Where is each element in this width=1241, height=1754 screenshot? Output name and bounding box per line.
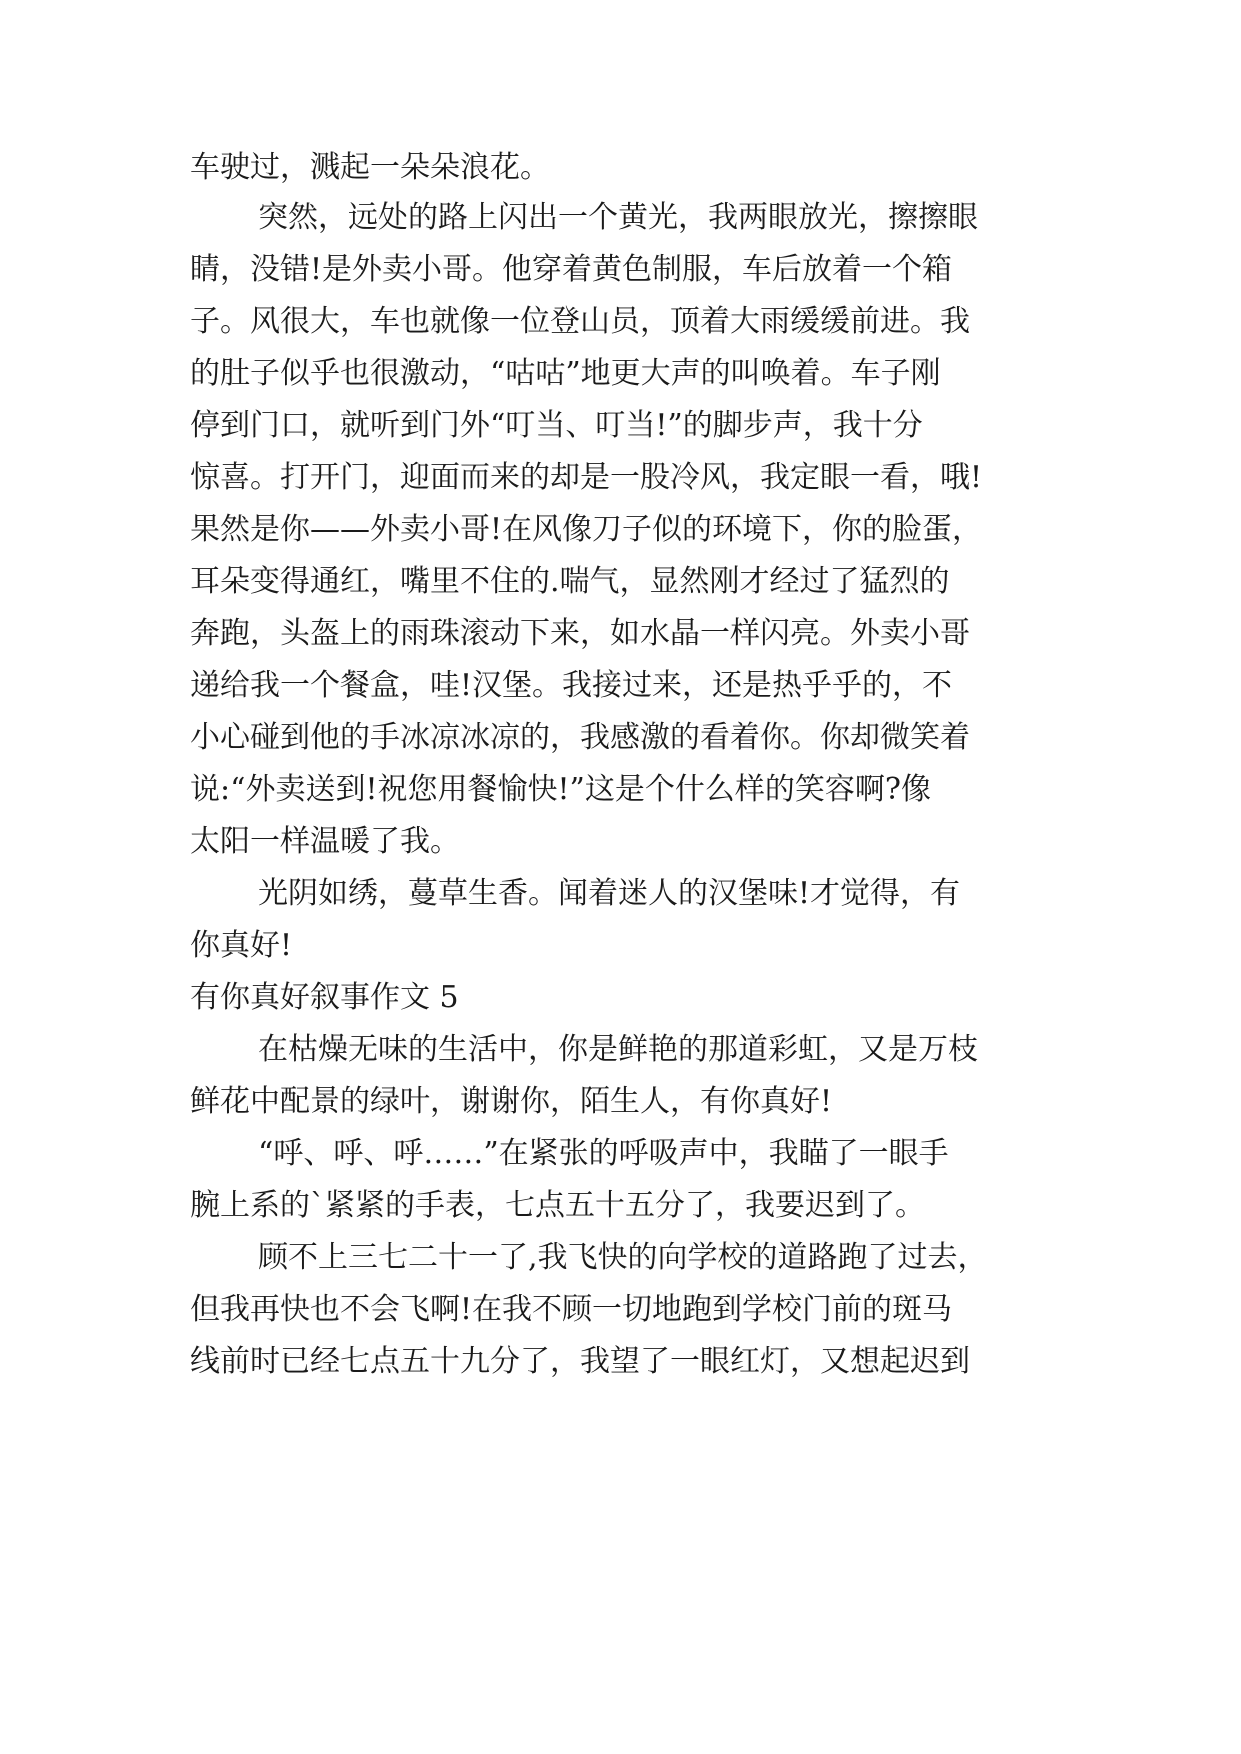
paragraph-first-line: 顾不上三七二十一了,我飞快的向学校的道路跑了过去， — [258, 1240, 988, 1275]
paragraph-first-line: 突然，远处的路上闪出一个黄光，我两眼放光，擦擦眼 — [258, 200, 978, 235]
text-line: 腕上系的`紧紧的手表，七点五十五分了，我要迟到了。 — [190, 1188, 925, 1223]
paragraph-first-line: 在枯燥无味的生活中，你是鲜艳的那道彩虹，又是万枝 — [258, 1032, 978, 1067]
text-line: 睛，没错!是外卖小哥。他穿着黄色制服，车后放着一个箱 — [190, 252, 953, 287]
text-line: 停到门口，就听到门外“叮当、叮当!”的脚步声，我十分 — [190, 408, 923, 443]
text-line: 子。风很大，车也就像一位登山员，顶着大雨缓缓前进。我 — [190, 304, 970, 339]
text-line: 递给我一个餐盒，哇!汉堡。我接过来，还是热乎乎的，不 — [190, 668, 953, 703]
text-line: 果然是你——外卖小哥!在风像刀子似的环境下，你的脸蛋， — [190, 512, 983, 547]
text-line: 的肚子似乎也很激动，“咕咕”地更大声的叫唤着。车子刚 — [190, 356, 941, 391]
text-line: 奔跑，头盔上的雨珠滚动下来，如水晶一样闪亮。外卖小哥 — [190, 616, 970, 651]
text-line: 线前时已经七点五十九分了，我望了一眼红灯，又想起迟到 — [190, 1344, 970, 1379]
section-heading: 有你真好叙事作文 5 — [190, 980, 459, 1015]
text-line: 耳朵变得通红，嘴里不住的.喘气，显然刚才经过了猛烈的 — [190, 564, 950, 599]
text-line: 太阳一样温暖了我。 — [190, 824, 460, 859]
text-line: 惊喜。打开门，迎面而来的却是一股冷风，我定眼一看，哦! — [190, 460, 983, 495]
text-line: 车驶过，溅起一朵朵浪花。 — [190, 150, 550, 185]
paragraph-first-line: 光阴如绣，蔓草生香。闻着迷人的汉堡味!才觉得，有 — [258, 876, 961, 911]
text-line: 鲜花中配景的绿叶，谢谢你，陌生人，有你真好! — [190, 1084, 833, 1119]
paragraph-first-line: “呼、呼、呼……”在紧张的呼吸声中，我瞄了一眼手 — [258, 1136, 949, 1171]
text-line: 你真好! — [190, 928, 293, 963]
text-line: 说:“外卖送到!祝您用餐愉快!”这是个什么样的笑容啊?像 — [190, 772, 931, 807]
text-line: 但我再快也不会飞啊!在我不顾一切地跑到学校门前的斑马 — [190, 1292, 953, 1327]
text-line: 小心碰到他的手冰凉冰凉的，我感激的看着你。你却微笑着 — [190, 720, 970, 755]
